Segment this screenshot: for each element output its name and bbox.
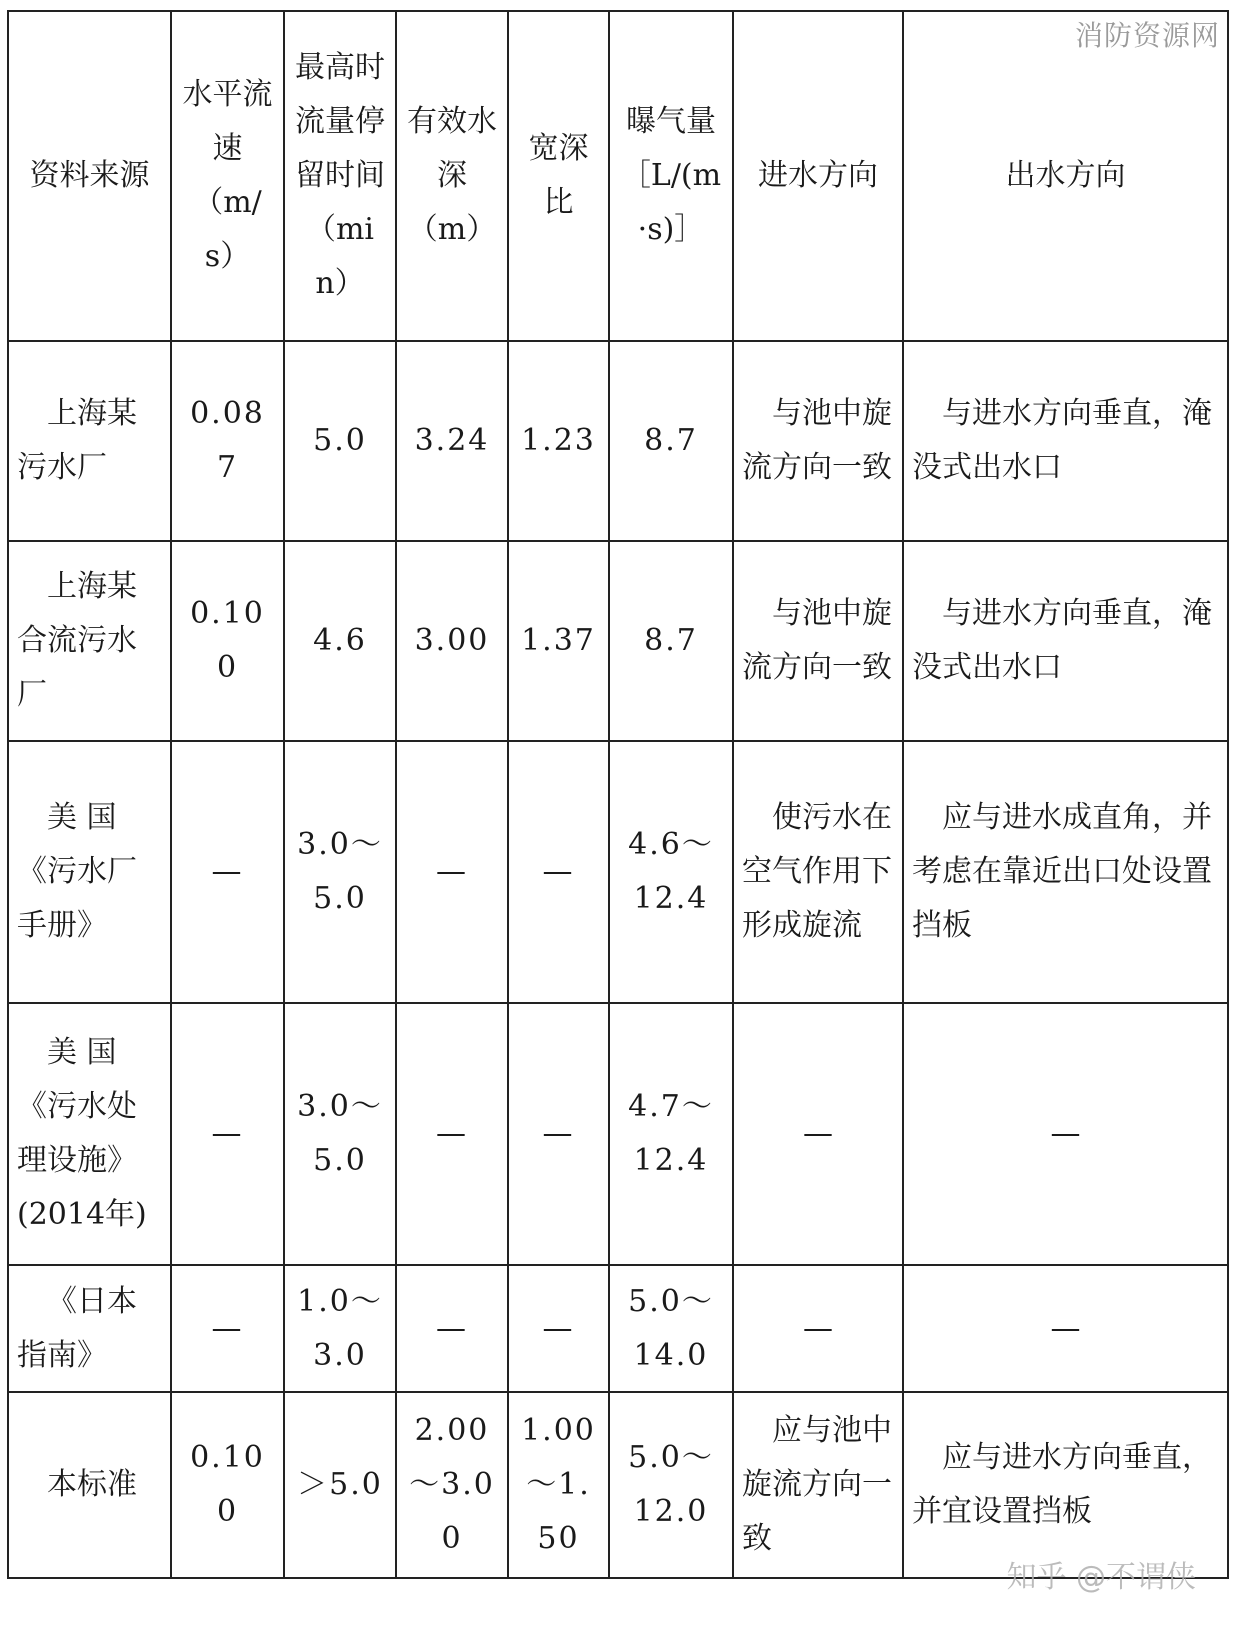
cell-depth: — (396, 741, 508, 1003)
cell-source: 美 国《污水处理设施》(2014年) (8, 1003, 171, 1265)
cell-inlet: 使污水在空气作用下形成旋流 (733, 741, 903, 1003)
cell-velocity: 0.087 (171, 341, 284, 541)
table-row (8, 541, 1228, 741)
watermark-top: 消防资源网 (1074, 19, 1220, 52)
cell-retention: 3.0～5.0 (284, 741, 396, 1003)
cell-source: 《日本指南》 (8, 1265, 171, 1392)
cell-aeration: 4.6～12.4 (609, 741, 733, 1003)
cell-retention: 1.0～3.0 (284, 1265, 396, 1392)
table-row (8, 341, 1228, 541)
cell-aeration: 4.7～12.4 (609, 1003, 733, 1265)
cell-depth: 3.24 (396, 341, 508, 541)
header-inlet: 进水方向 (733, 11, 903, 341)
watermark-bottom: 知乎 @不谓侠 (1006, 1560, 1196, 1595)
cell-depth: 3.00 (396, 541, 508, 741)
table-row (8, 741, 1228, 1003)
cell-velocity: — (171, 1003, 284, 1265)
cell-ratio: 1.00～1.50 (508, 1392, 609, 1578)
cell-source: 本标准 (8, 1392, 171, 1578)
cell-retention: 4.6 (284, 541, 396, 741)
cell-ratio: 1.23 (508, 341, 609, 541)
cell-aeration: 8.7 (609, 541, 733, 741)
cell-source: 上海某合流污水厂 (8, 541, 171, 741)
cell-velocity: — (171, 741, 284, 1003)
cell-aeration: 5.0～14.0 (609, 1265, 733, 1392)
cell-inlet: 应与池中旋流方向一致 (733, 1392, 903, 1578)
header-aeration: 曝气量［L/(m·s)］ (609, 11, 733, 341)
cell-aeration: 5.0～12.0 (609, 1392, 733, 1578)
header-outlet: 出水方向 (903, 11, 1228, 341)
parameters-table (7, 10, 1229, 1579)
table-row (8, 1003, 1228, 1265)
cell-outlet: 应与进水方向垂直，并宜设置挡板 (903, 1392, 1228, 1578)
cell-aeration: 8.7 (609, 341, 733, 541)
cell-source: 美 国《污水厂手册》 (8, 741, 171, 1003)
cell-retention: 5.0 (284, 341, 396, 541)
cell-outlet: 与进水方向垂直，淹没式出水口 (903, 541, 1228, 741)
cell-ratio: — (508, 1003, 609, 1265)
table-row (8, 1265, 1228, 1392)
cell-retention: 3.0～5.0 (284, 1003, 396, 1265)
header-retention: 最高时流量停留时间（min） (284, 11, 396, 341)
header-ratio: 宽深比 (508, 11, 609, 341)
cell-inlet: 与池中旋流方向一致 (733, 541, 903, 741)
cell-outlet: 与进水方向垂直，淹没式出水口 (903, 341, 1228, 541)
cell-source: 上海某污水厂 (8, 341, 171, 541)
cell-velocity: — (171, 1265, 284, 1392)
header-source: 资料来源 (8, 11, 171, 341)
cell-outlet: 应与进水成直角，并考虑在靠近出口处设置挡板 (903, 741, 1228, 1003)
cell-inlet: — (733, 1003, 903, 1265)
cell-inlet: — (733, 1265, 903, 1392)
cell-ratio: — (508, 1265, 609, 1392)
header-depth: 有效水深（m） (396, 11, 508, 341)
header-velocity: 水平流速（m/s） (171, 11, 284, 341)
cell-outlet: — (903, 1003, 1228, 1265)
cell-depth: 2.00～3.00 (396, 1392, 508, 1578)
cell-velocity: 0.100 (171, 1392, 284, 1578)
cell-velocity: 0.100 (171, 541, 284, 741)
cell-retention: ＞5.0 (284, 1392, 396, 1578)
cell-outlet: — (903, 1265, 1228, 1392)
cell-depth: — (396, 1003, 508, 1265)
cell-ratio: 1.37 (508, 541, 609, 741)
table-row (8, 1392, 1228, 1578)
cell-inlet: 与池中旋流方向一致 (733, 341, 903, 541)
cell-depth: — (396, 1265, 508, 1392)
header-row (8, 11, 1228, 341)
cell-ratio: — (508, 741, 609, 1003)
